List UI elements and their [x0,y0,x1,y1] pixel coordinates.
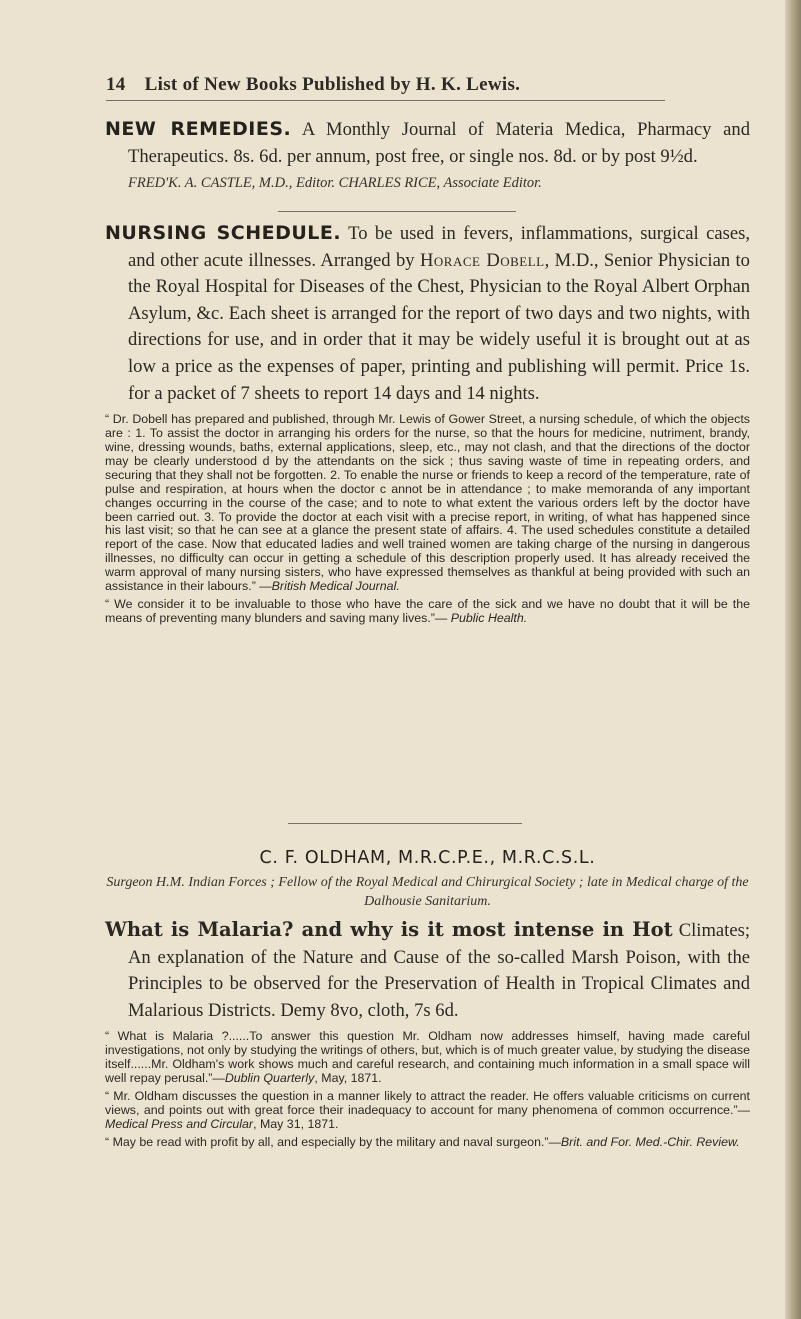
oldham-author: C. F. OLDHAM, M.R.C.P.E., M.R.C.S.L. [259,848,596,868]
header-rule [106,100,665,101]
malaria-review-medical-press-date: , May 31, 1871. [253,1116,339,1131]
malaria-review-brit-for-text: “ May be read with profit by all, and especially by the military and naval surgeon.”— [105,1134,561,1149]
new-remedies-title: NEW REMEDIES. [105,118,292,140]
nursing-schedule-entry [105,220,750,626]
section-divider [288,823,522,824]
malaria-review-dublin-source: Dublin Quarterly [224,1071,315,1086]
nursing-review-bmj [105,413,750,594]
malaria-review-dublin-text: “ What is Malaria ?......To answer this question Mr. Oldham now addresses himself, having made careful investigations, not only by studying the writings of others, but, which is of much greater value, by studying the disease itself......Mr. Oldham's work shows much and careful research, and containing much information in a small space will well repay perusal.”— [105,1029,750,1086]
oldham-author-description: Surgeon H.M. Indian Forces ; Fellow of the Royal Medical and Chirurgical Society ; late in Medical charge of the Dalhousie Sanitarium. [106,875,749,909]
malaria-review-medical-press-text: “ Mr. Oldham discusses the question in a manner likely to attract the reader. He offers valuable criticisms on current views, and points out with great force their inadequacy to account for many phenomena of common occurrence.”— [105,1089,750,1117]
malaria-review-dublin-date: , May, 1871. [314,1071,382,1086]
new-remedies-editors: FRED'K. A. CASTLE, M.D., Editor. CHARLES RICE, Associate Editor. [128,175,542,192]
nursing-schedule-body-part2: , M.D., Senior Physician to the Royal Hospital for Diseases of the Chest, Physician to the Royal Albert Orphan Asylum, &c. Each sheet is arranged for the report of two days and two nights, with directions for use, and in order that it may be widely useful it is brought out at as low a price as the expenses of paper, printing and publishing will permit. Price 1s. for a packet of 7 sheets to report 14 days and 14 nights. [128,249,750,404]
nursing-review-public-health [105,598,750,626]
new-remedies-entry [105,116,750,192]
running-header [106,74,666,96]
oldham-entry [105,848,750,1150]
nursing-review-bmj-text: “ Dr. Dobell has prepared and published, through Mr. Lewis of Gower Street, a nursing schedule, of which the objects are : 1. To assist the doctor in arranging his orders for the nurse, so that the hours for medicine, nutriment, brandy, wine, dressing wounds, baths, external applications, sleep, etc., may not clash, and that the directions of the doctor may be clearly understood d by the attendants on the sick ; thus saving waste of time in repeating orders, and securing that they shall not be forgotten. 2. To enable the nurse or friends to keep a record of the temperature, rate of pulse and respiration, at hours when the doctor c annot be in attendance ; to make memoranda of any important changes occurring in the course of the case; and to note to what extent the various orders left by the doctor have been carried out. 3. To provide the doctor at each visit with a precise report, in writing, of what has happened since his last visit; so that he can see at a glance the present state of affairs. 4. The used schedules constitute a detailed report of the case. Now that educated ladies and well trained women are taking charge of the nursing in dangerous illnesses, no difficulty can occur in getting a schedule of this description properly used. It has already received the warm approval of many nursing sisters, who have expressed themselves as thankful at being provided with such an assistance in their labours.” — [105,412,750,594]
page-number: 14 [106,74,126,95]
nursing-schedule-description [105,220,750,407]
nursing-schedule-body-part1: To be used in fevers, inflammations, surgical cases, and other acute illnesses. Arranged by [128,223,750,271]
section-divider [278,211,516,212]
nursing-review-bmj-source: British Medical Journal. [271,579,400,594]
malaria-book-body: Climates; An explanation of the Nature and Cause of the so-called Marsh Poison, with the Principles to be observed for the Preservation of Health in Tropical Climates and Malarious Districts. Demy 8vo, cloth, 7s 6d. [128,920,750,1021]
malaria-review-dublin [105,1030,750,1086]
malaria-book-description [105,917,750,1024]
nursing-review-public-health-source: Public Health. [450,610,528,625]
nursing-schedule-author: Horace Dobell [419,249,545,271]
malaria-review-brit-for [105,1136,750,1150]
nursing-schedule-title: NURSING SCHEDULE. [105,222,342,244]
new-remedies-description [105,116,750,170]
running-header-title: List of New Books Published by H. K. Lewis. [144,74,521,95]
malaria-book-title: What is Malaria? and why is it most intense in Hot [105,918,673,941]
nursing-review-public-health-text: “ We consider it to be invaluable to those who have the care of the sick and we have no doubt that it will be the means of preventing many blunders and saving many lives.”— [105,596,750,625]
malaria-review-brit-for-source: Brit. and For. Med.-Chir. Review. [560,1134,740,1149]
malaria-review-medical-press-source: Medical Press and Circular [105,1116,254,1131]
malaria-review-medical-press [105,1090,750,1132]
new-remedies-body: A Monthly Journal of Materia Medica, Pharmacy and Therapeutics. 8s. 6d. per annum, post free, or single nos. 8d. or by post 9½d. [128,119,750,167]
